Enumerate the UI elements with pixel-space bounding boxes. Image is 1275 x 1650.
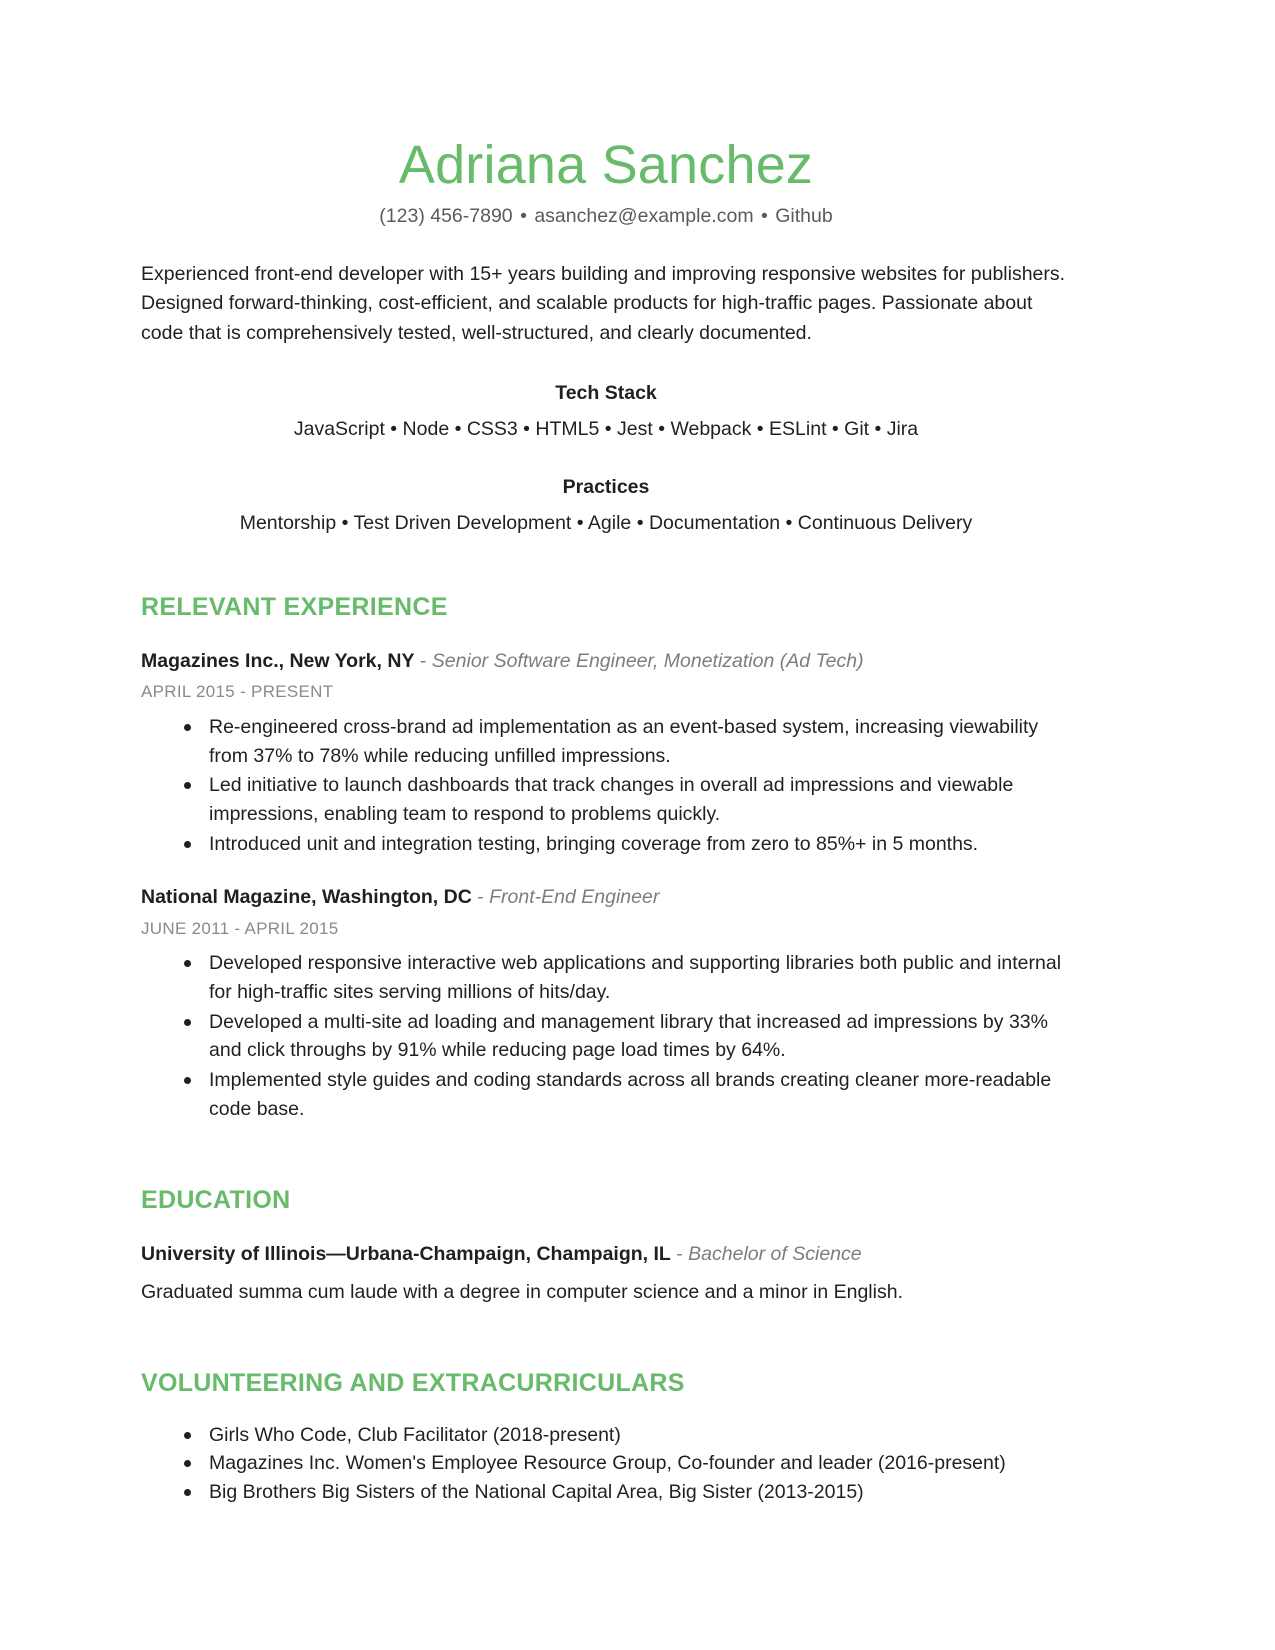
job-dash: -	[419, 649, 427, 672]
job-header	[141, 884, 1071, 911]
education-school: University of Illinois—Urbana-Champaign, Champaign, IL	[141, 1243, 671, 1266]
list-item: Big Brothers Big Sisters of the National Capital Area, Big Sister (2013-2015)	[209, 1478, 1071, 1506]
practices-block	[141, 474, 1071, 538]
summary-paragraph: Experienced front-end developer with 15+ years building and improving responsive websites for publishers. Designed forward-thinking, cost-efficient, and scalable products for high-traffic pages. Passionate about code that is comprehensively tested, well-structured, and clearly documented.	[141, 262, 1066, 344]
practices-title: Practices	[562, 476, 650, 499]
list-item: Developed a multi-site ad loading and management library that increased ad impressions by 33% and click throughs by 91% while reducing page load times by 64%.	[209, 1008, 1071, 1065]
github-link[interactable]: Github	[775, 205, 833, 228]
education-entry	[141, 1241, 1071, 1268]
education-note: Graduated summa cum laude with a degree in computer science and a minor in English.	[141, 1280, 903, 1303]
job-header	[141, 648, 1071, 675]
list-item: Introduced unit and integration testing, bringing coverage from zero to 85%+ in 5 months.	[209, 830, 1071, 859]
list-item: Led initiative to launch dashboards that track changes in overall ad impressions and viewable impressions, enabling team to respond to problems quickly.	[209, 771, 1071, 828]
job-bullet-list	[141, 713, 1071, 858]
section-heading-relevant-experience: RELEVANT EXPERIENCE	[141, 592, 448, 621]
list-item: Girls Who Code, Club Facilitator (2018-present)	[209, 1421, 1071, 1449]
practices-list: Mentorship • Test Driven Development • Agile • Documentation • Continuous Delivery	[239, 512, 973, 535]
phone-number: (123) 456-7890	[379, 205, 513, 228]
education-dash: -	[676, 1243, 683, 1266]
tech-stack-block	[141, 380, 1071, 444]
contact-separator: •	[760, 205, 768, 228]
page-title: Adriana Sanchez	[398, 135, 814, 195]
job-dates: JUNE 2011 - APRIL 2015	[141, 918, 339, 938]
list-item: Magazines Inc. Women's Employee Resource Group, Co-founder and leader (2016-present)	[209, 1449, 1071, 1477]
job-organization: Magazines Inc., New York, NY	[141, 649, 415, 672]
job-role: Senior Software Engineer, Monetization (Ad Tech)	[431, 649, 864, 672]
list-item: Implemented style guides and coding standards across all brands creating cleaner more-readable code base.	[209, 1066, 1071, 1123]
tech-stack-list: JavaScript • Node • CSS3 • HTML5 • Jest • Webpack • ESLint • Git • Jira	[293, 417, 919, 440]
education-degree: Bachelor of Science	[688, 1243, 862, 1266]
job-organization: National Magazine, Washington, DC	[141, 886, 472, 909]
experience-entry	[141, 884, 1071, 1123]
volunteering-list	[141, 1421, 1071, 1506]
resume-content	[141, 0, 1071, 1506]
contact-separator: •	[520, 205, 527, 228]
job-bullet-list	[141, 949, 1071, 1123]
list-item: Developed responsive interactive web applications and supporting libraries both public and internal for high-traffic sites serving millions of hits/day.	[209, 949, 1071, 1006]
job-role: Front-End Engineer	[489, 886, 660, 909]
experience-entry	[141, 648, 1071, 859]
list-item: Re-engineered cross-brand ad implementation as an event-based system, increasing viewability from 37% to 78% while reducing unfilled impressions.	[209, 713, 1071, 770]
tech-stack-title: Tech Stack	[555, 381, 657, 404]
section-heading-education: EDUCATION	[141, 1186, 291, 1215]
section-heading-volunteering: VOLUNTEERING AND EXTRACURRICULARS	[141, 1368, 685, 1397]
job-dash: -	[477, 886, 484, 909]
contact-line	[141, 204, 1071, 229]
job-dates: APRIL 2015 - PRESENT	[141, 682, 334, 702]
email-address[interactable]: asanchez@example.com	[534, 205, 754, 228]
